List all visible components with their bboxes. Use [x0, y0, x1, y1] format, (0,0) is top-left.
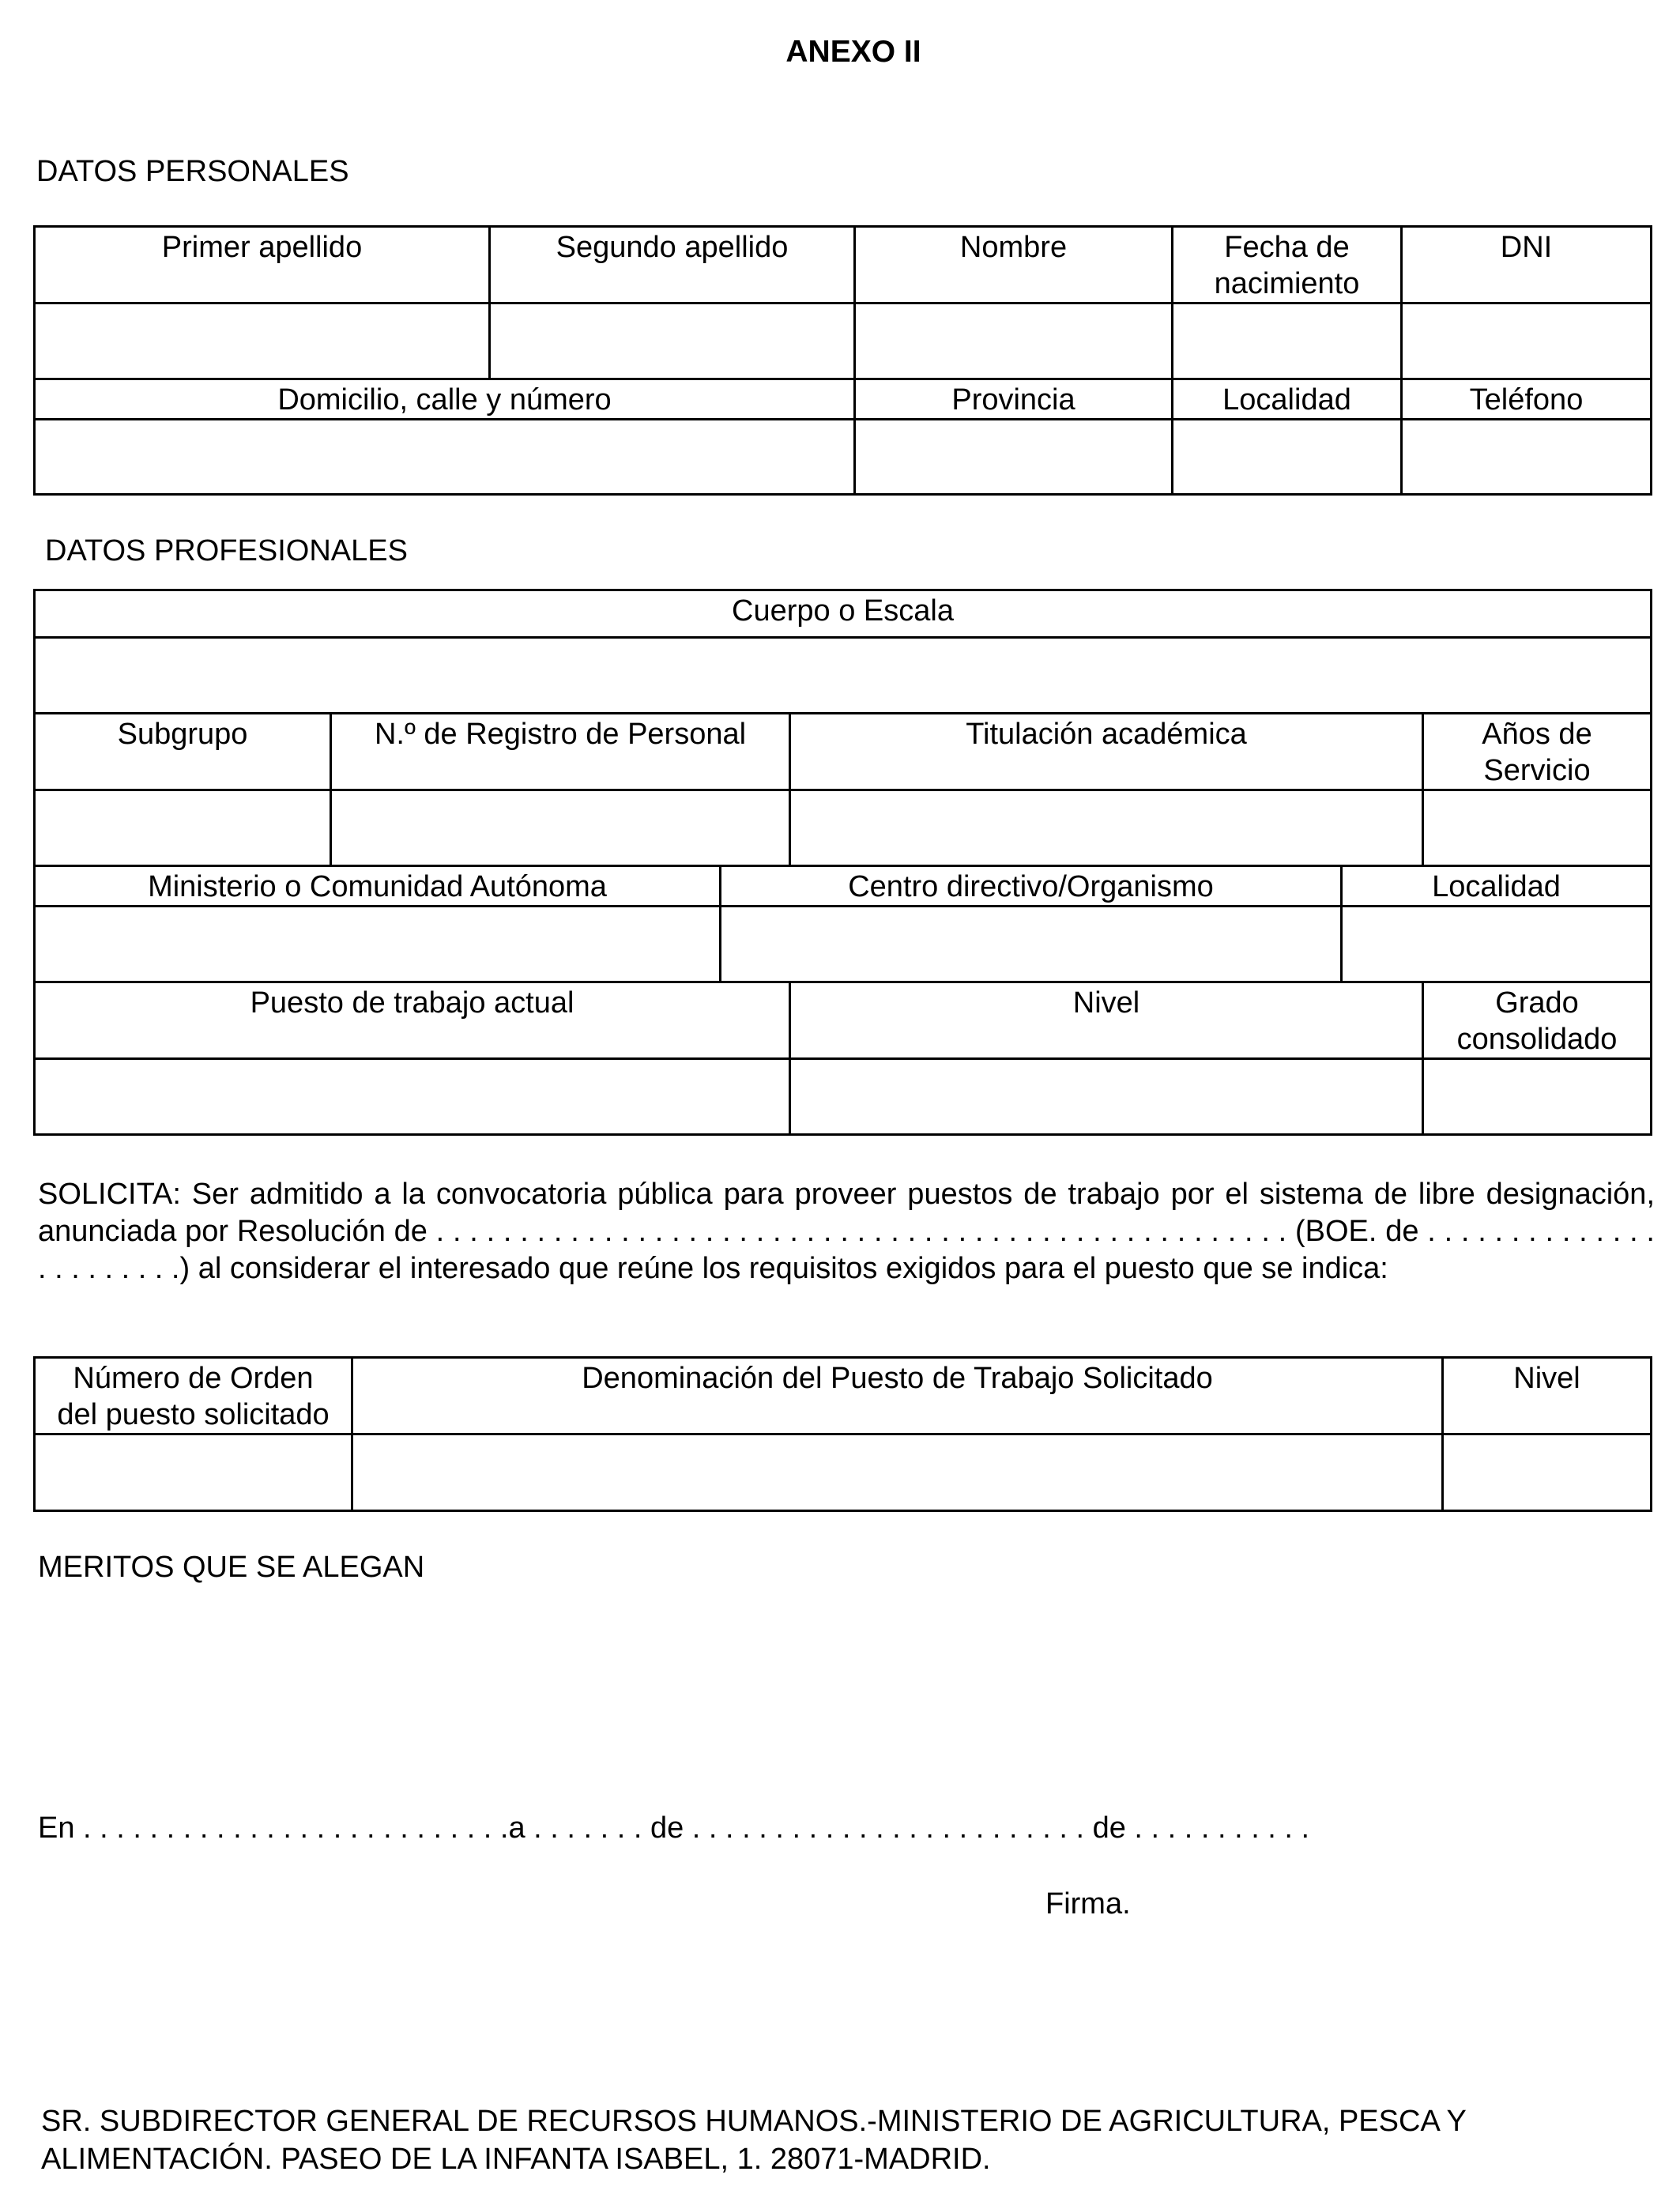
denominacion-field[interactable]: [352, 1434, 1443, 1511]
header-fecha-line1: Fecha de: [1224, 231, 1350, 264]
header-subgrupo: Subgrupo: [35, 714, 331, 790]
titulacion-field[interactable]: [790, 790, 1423, 866]
header-nivel-solicitado: Nivel: [1443, 1358, 1652, 1434]
meritos-heading: MERITOS QUE SE ALEGAN: [38, 1551, 425, 1584]
provincia-field[interactable]: [855, 420, 1173, 495]
date-place-line[interactable]: En . . . . . . . . . . . . . . . . . . . . . . . . . .a . . . . . . . de . . . . . . . . . . . . . . . . . . . . . . . . de . . . . . . . . . . .: [38, 1811, 1310, 1845]
fecha-nacimiento-field[interactable]: [1173, 303, 1402, 379]
nivel-solicitado-field[interactable]: [1443, 1434, 1652, 1511]
header-localidad-profesional: Localidad: [1342, 866, 1652, 907]
requested-position-table: [33, 1356, 1652, 1512]
ministerio-field[interactable]: [35, 907, 721, 982]
professional-data-table: [33, 589, 1652, 1136]
grado-consolidado-field[interactable]: [1423, 1059, 1652, 1135]
segundo-apellido-field[interactable]: [490, 303, 855, 379]
header-fecha-nacimiento: [1173, 227, 1402, 303]
footer-line-2: ALIMENTACIÓN. PASEO DE LA INFANTA ISABEL, 1. 28071-MADRID.: [41, 2143, 991, 2176]
telefono-field[interactable]: [1402, 420, 1652, 495]
domicilio-field[interactable]: [35, 420, 855, 495]
header-grado-line2: consolidado: [1456, 1023, 1618, 1056]
header-registro-personal: N.º de Registro de Personal: [331, 714, 790, 790]
header-orden-line2: del puesto solicitado: [57, 1398, 330, 1431]
header-anos-line2: Servicio: [1483, 754, 1591, 787]
header-cuerpo-escala: Cuerpo o Escala: [35, 590, 1652, 638]
header-telefono: Teléfono: [1402, 379, 1652, 420]
header-fecha-line2: nacimiento: [1214, 267, 1360, 300]
puesto-actual-field[interactable]: [35, 1059, 790, 1135]
header-titulacion: Titulación académica: [790, 714, 1423, 790]
centro-directivo-field[interactable]: [721, 907, 1342, 982]
header-grado-consolidado: [1423, 982, 1652, 1059]
header-nombre: Nombre: [855, 227, 1173, 303]
personal-data-heading: DATOS PERSONALES: [36, 155, 349, 188]
header-grado-line1: Grado: [1495, 986, 1579, 1020]
solicita-paragraph: SOLICITA: Ser admitido a la convocatoria pública para proveer puestos de trabajo por el sistema de libre designación, anunciada por Resolución de . . . . . . . . . . . . . . . . . . . . . . . . . . . . . . . . . . . . . . . . . . . . . . . . . . . (BOE. de . . . . . . . . . . . . . . . . . . . . . . .) al considerar el interesado que reúne los requisitos exigidos para el puesto que se indica:: [38, 1178, 1655, 1285]
header-ministerio: Ministerio o Comunidad Autónoma: [35, 866, 721, 907]
numero-orden-field[interactable]: [35, 1434, 352, 1511]
header-primer-apellido: Primer apellido: [35, 227, 490, 303]
header-segundo-apellido: Segundo apellido: [490, 227, 855, 303]
primer-apellido-field[interactable]: [35, 303, 490, 379]
nombre-field[interactable]: [855, 303, 1173, 379]
header-provincia: Provincia: [855, 379, 1173, 420]
addressee-footer: [41, 2102, 1669, 2178]
page-title: ANEXO II: [785, 35, 921, 69]
header-dni: DNI: [1402, 227, 1652, 303]
header-anos-servicio: [1423, 714, 1652, 790]
header-puesto-actual: Puesto de trabajo actual: [35, 982, 790, 1059]
header-localidad: Localidad: [1173, 379, 1402, 420]
professional-data-heading: DATOS PROFESIONALES: [45, 534, 408, 567]
dni-field[interactable]: [1402, 303, 1652, 379]
header-anos-line1: Años de: [1482, 718, 1592, 751]
localidad-field[interactable]: [1173, 420, 1402, 495]
header-centro-directivo: Centro directivo/Organismo: [721, 866, 1342, 907]
signature-label: Firma.: [1045, 1887, 1131, 1921]
header-numero-orden: [35, 1358, 352, 1434]
personal-data-table: [33, 225, 1652, 496]
subgrupo-field[interactable]: [35, 790, 331, 866]
nivel-field[interactable]: [790, 1059, 1423, 1135]
header-orden-line1: Número de Orden: [73, 1362, 314, 1395]
anos-servicio-field[interactable]: [1423, 790, 1652, 866]
header-denominacion: Denominación del Puesto de Trabajo Solicitado: [352, 1358, 1443, 1434]
cuerpo-escala-field[interactable]: [35, 638, 1652, 714]
footer-line-1: SR. SUBDIRECTOR GENERAL DE RECURSOS HUMANOS.-MINISTERIO DE AGRICULTURA, PESCA Y: [41, 2105, 1467, 2138]
header-domicilio: Domicilio, calle y número: [35, 379, 855, 420]
header-nivel: Nivel: [790, 982, 1423, 1059]
registro-personal-field[interactable]: [331, 790, 790, 866]
localidad-profesional-field[interactable]: [1342, 907, 1652, 982]
